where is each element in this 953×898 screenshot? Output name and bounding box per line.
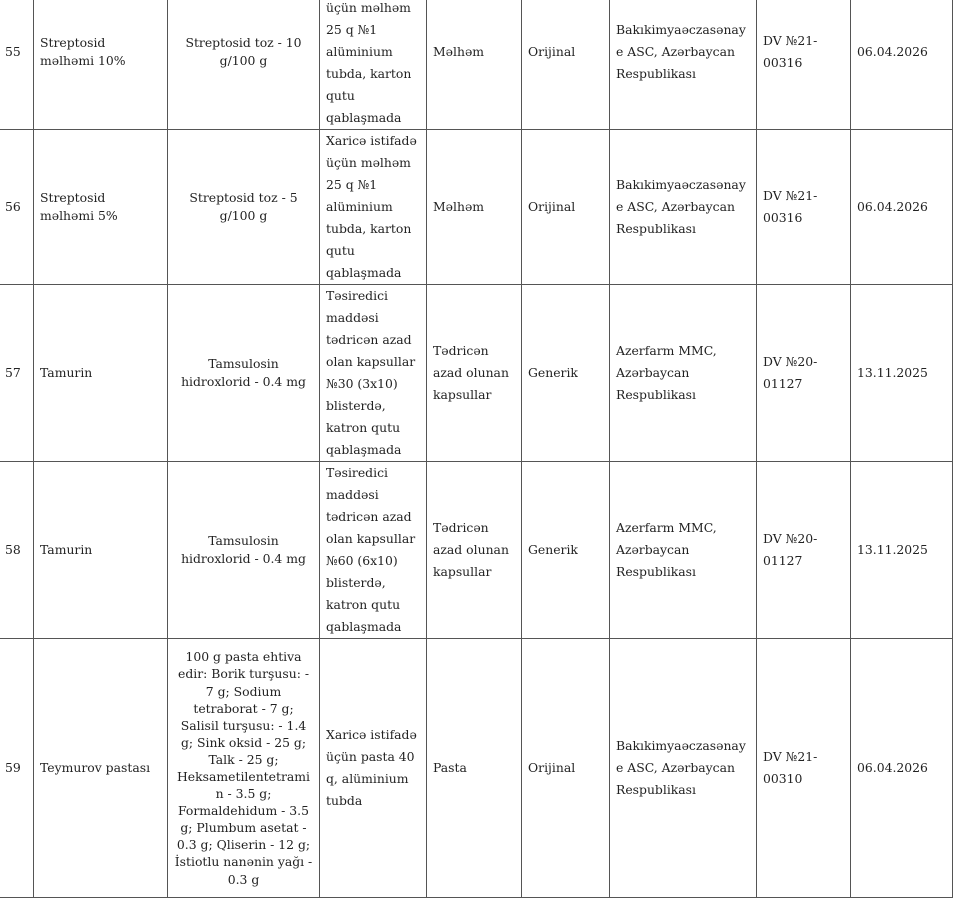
- row-number: 56: [0, 130, 34, 285]
- dosage-form: Məlhəm: [427, 0, 522, 130]
- product-type: Orijinal: [522, 639, 610, 898]
- registration-number: DV №20-01127: [757, 462, 851, 639]
- packaging-description: Təsiredici maddəsi tədricən azad olan kapsullar №30 (3x10) blisterdə, katron qutu qablaşmada: [320, 285, 427, 462]
- table-row: [0, 285, 953, 462]
- active-substance: Tamsulosin hidroxlorid - 0.4 mg: [168, 462, 320, 639]
- active-substance: 100 g pasta ehtiva edir: Borik turşusu: - 7 g; Sodium tetraborat - 7 g; Salisil turşusu: - 1.4 g; Sink oksid - 25 g; Talk - 25 g; Heksametilentetramin - 3.5 g; Formaldehidum - 3.5 g; Plumbum asetat - 0.3 g; Qliserin - 12 g; İstiotlu nanənin yağı - 0.3 g: [168, 639, 320, 898]
- registration-number: DV №21-00316: [757, 0, 851, 130]
- expiry-date: 13.11.2025: [851, 285, 953, 462]
- dosage-form: Tədricən azad olunan kapsullar: [427, 285, 522, 462]
- expiry-date: 06.04.2026: [851, 130, 953, 285]
- product-name: Teymurov pastası: [34, 639, 168, 898]
- row-number: 58: [0, 462, 34, 639]
- product-name: Streptosid məlhəmi 5%: [34, 130, 168, 285]
- expiry-date: 06.04.2026: [851, 639, 953, 898]
- table-row: [0, 130, 953, 285]
- manufacturer: Bakıkimyaəczasənaye ASC, Azərbaycan Respublikası: [610, 0, 757, 130]
- packaging-description: Xaricə istifadə üçün məlhəm 25 q №1 alüminium tubda, karton qutu qablaşmada: [320, 130, 427, 285]
- manufacturer: Bakıkimyaəczasənaye ASC, Azərbaycan Respublikası: [610, 130, 757, 285]
- product-type: Orijinal: [522, 130, 610, 285]
- dosage-form: Pasta: [427, 639, 522, 898]
- manufacturer: Azerfarm MMC, Azərbaycan Respublikası: [610, 285, 757, 462]
- packaging-description: Təsiredici maddəsi tədricən azad olan kapsullar №60 (6x10) blisterdə, katron qutu qablaşmada: [320, 462, 427, 639]
- product-type: Generik: [522, 285, 610, 462]
- product-type: Orijinal: [522, 0, 610, 130]
- dosage-form: Məlhəm: [427, 130, 522, 285]
- packaging-description: üçün məlhəm 25 q №1 alüminium tubda, karton qutu qablaşmada: [320, 0, 427, 130]
- product-name: Tamurin: [34, 462, 168, 639]
- row-number: 59: [0, 639, 34, 898]
- manufacturer: Bakıkimyaəczasənaye ASC, Azərbaycan Respublikası: [610, 639, 757, 898]
- active-substance: Tamsulosin hidroxlorid - 0.4 mg: [168, 285, 320, 462]
- packaging-description: Xaricə istifadə üçün pasta 40 q, alüminium tubda: [320, 639, 427, 898]
- product-name: Streptosid məlhəmi 10%: [34, 0, 168, 130]
- row-number: 55: [0, 0, 34, 130]
- dosage-form: Tədricən azad olunan kapsullar: [427, 462, 522, 639]
- registration-number: DV №21-00310: [757, 639, 851, 898]
- product-name: Tamurin: [34, 285, 168, 462]
- row-number: 57: [0, 285, 34, 462]
- active-substance: Streptosid toz - 5 g/100 g: [168, 130, 320, 285]
- table-row: [0, 462, 953, 639]
- table-row: [0, 0, 953, 130]
- table-row: [0, 639, 953, 898]
- active-substance: Streptosid toz - 10 g/100 g: [168, 0, 320, 130]
- expiry-date: 06.04.2026: [851, 0, 953, 130]
- expiry-date: 13.11.2025: [851, 462, 953, 639]
- manufacturer: Azerfarm MMC, Azərbaycan Respublikası: [610, 462, 757, 639]
- registration-number: DV №20-01127: [757, 285, 851, 462]
- registration-number: DV №21-00316: [757, 130, 851, 285]
- product-type: Generik: [522, 462, 610, 639]
